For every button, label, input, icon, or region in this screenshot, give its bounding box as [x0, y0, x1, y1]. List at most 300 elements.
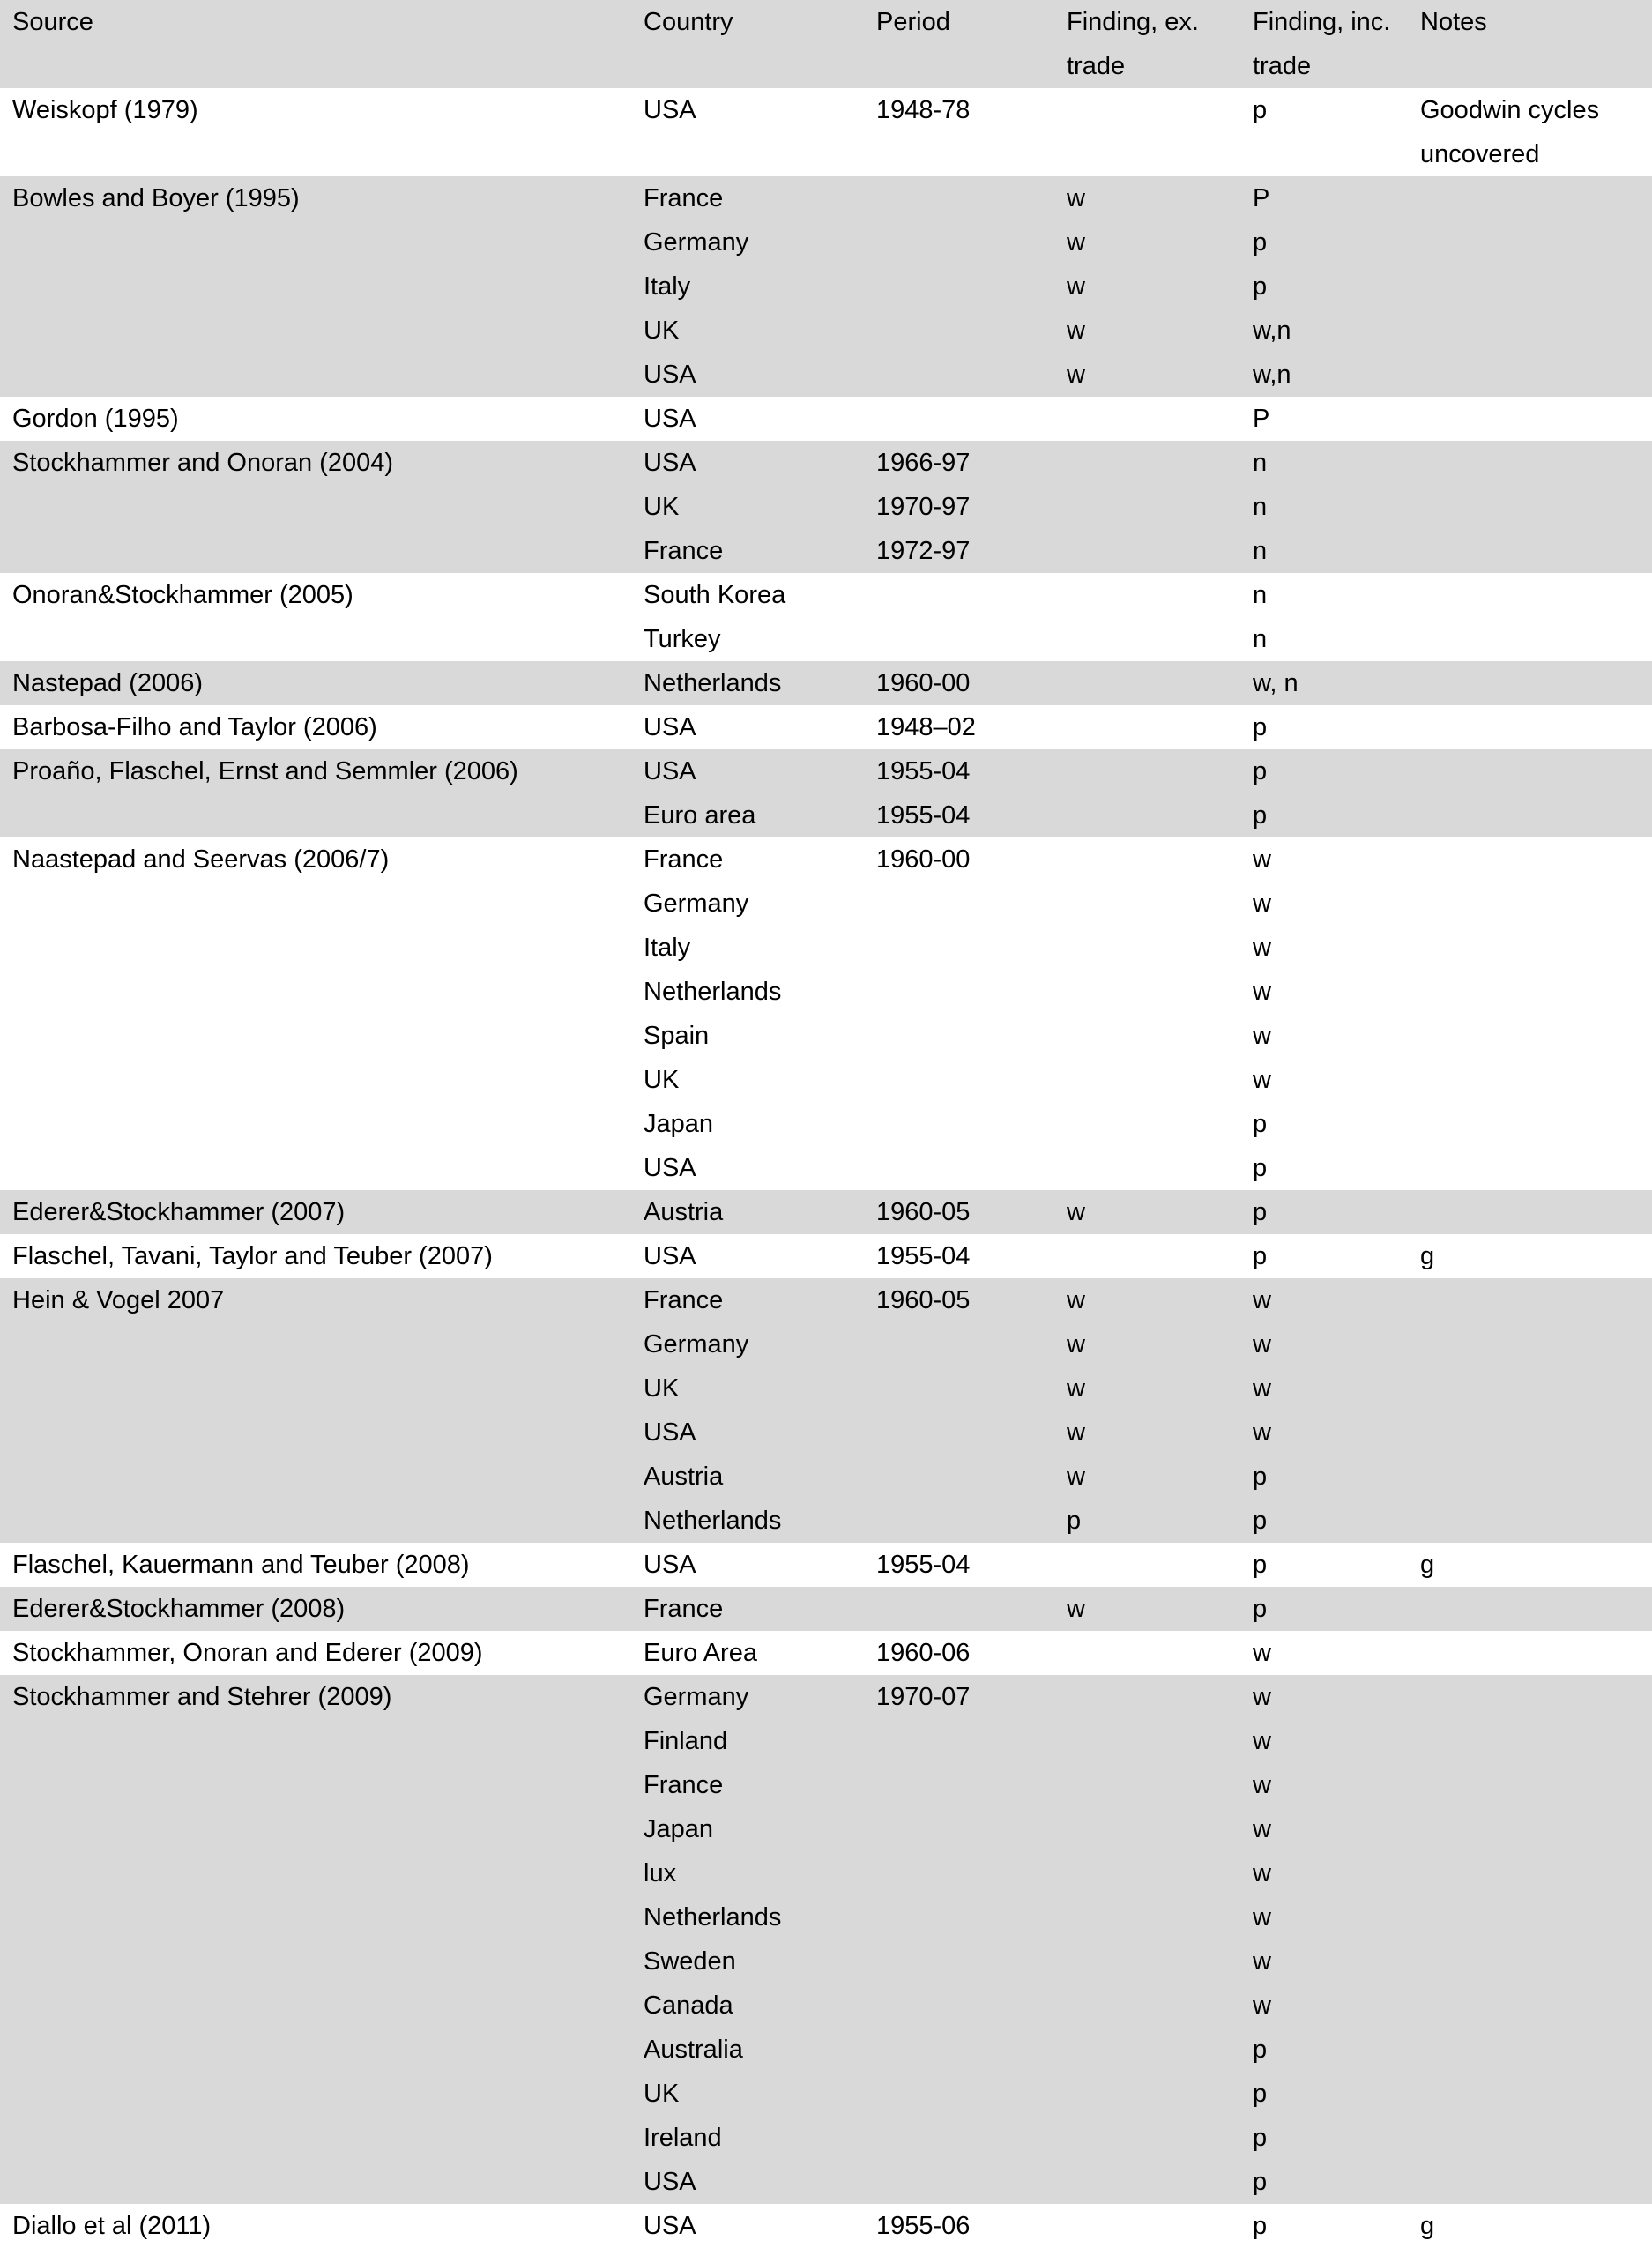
finding-ex-cell: [1054, 2116, 1240, 2160]
source-cell: Stockhammer and Onoran (2004): [12, 449, 393, 477]
source-cell: Ederer&Stockhammer (2007): [12, 1198, 346, 1226]
period-cell: [864, 2116, 1054, 2160]
table-row: [0, 176, 1652, 220]
period-cell: [864, 264, 1054, 309]
table-row: [0, 88, 1652, 176]
country-cell: Austria: [644, 1198, 724, 1226]
finding-ex-cell: [1054, 1631, 1240, 1675]
notes-cell: [1408, 1278, 1652, 1322]
finding-inc-cell: p: [1253, 2124, 1268, 2152]
table-row: [0, 529, 1652, 573]
finding-inc-cell: n: [1253, 493, 1268, 521]
table-row: [0, 661, 1652, 705]
table-row: [0, 1984, 1652, 2028]
notes-cell: [1408, 1675, 1652, 1719]
source-cell: [0, 353, 631, 397]
finding-ex-cell: [1054, 1014, 1240, 1058]
period-cell: [864, 1895, 1054, 1939]
finding-inc-cell: w: [1253, 1771, 1271, 1799]
period-cell: [864, 1807, 1054, 1851]
table-row: [0, 1455, 1652, 1499]
table-row: [0, 1719, 1652, 1763]
finding-inc-cell: w: [1253, 1991, 1271, 2020]
period-cell: [864, 1763, 1054, 1807]
source-cell: [0, 1455, 631, 1499]
finding-ex-cell: [1054, 926, 1240, 970]
notes-cell: [1408, 1322, 1652, 1366]
source-cell: [0, 970, 631, 1014]
finding-ex-cell: [1054, 1763, 1240, 1807]
notes-cell: [1408, 220, 1652, 264]
table-row: [0, 485, 1652, 529]
table-row: [0, 749, 1652, 793]
country-cell: USA: [644, 1551, 696, 1579]
header-period: Period: [876, 8, 950, 36]
source-group: [0, 661, 1652, 705]
country-cell: Italy: [644, 272, 691, 301]
notes-cell: [1408, 1807, 1652, 1851]
period-cell: 1955-04: [876, 757, 971, 785]
table-row: [0, 1058, 1652, 1102]
finding-inc-cell: w: [1253, 1947, 1271, 1976]
source-cell: [0, 1411, 631, 1455]
source-group: [0, 1234, 1652, 1278]
table-row: [0, 1322, 1652, 1366]
finding-inc-cell: n: [1253, 537, 1268, 565]
period-cell: [864, 573, 1054, 617]
finding-ex-cell: [1054, 1807, 1240, 1851]
source-cell: [0, 1895, 631, 1939]
notes-cell: g: [1420, 2212, 1435, 2240]
source-cell: [0, 1807, 631, 1851]
finding-ex-cell: p: [1067, 1507, 1082, 1535]
notes-cell: [1408, 1587, 1652, 1631]
period-cell: 1970-07: [876, 1683, 971, 1711]
table-row: [0, 220, 1652, 264]
finding-inc-cell: p: [1253, 1154, 1268, 1182]
table-row: [0, 1366, 1652, 1411]
table-row: [0, 970, 1652, 1014]
finding-inc-cell: w: [1253, 1727, 1271, 1755]
source-cell: [0, 1984, 631, 2028]
table-row: [0, 926, 1652, 970]
source-cell: [0, 1102, 631, 1146]
finding-ex-cell: [1054, 1146, 1240, 1190]
period-cell: [864, 1587, 1054, 1631]
country-cell: USA: [644, 1418, 696, 1447]
header-source: Source: [12, 8, 93, 36]
table-row: [0, 1278, 1652, 1322]
source-cell: [0, 1763, 631, 1807]
period-cell: [864, 1014, 1054, 1058]
notes-cell: g: [1420, 1242, 1435, 1270]
table-row: [0, 309, 1652, 353]
table-row: [0, 1014, 1652, 1058]
notes-cell: [1408, 1763, 1652, 1807]
source-cell: [0, 1939, 631, 1984]
finding-inc-cell: p: [1253, 1110, 1268, 1138]
source-cell: [0, 617, 631, 661]
country-cell: USA: [644, 449, 696, 477]
country-cell: USA: [644, 1242, 696, 1270]
notes-cell: Goodwin cycles uncovered: [1420, 96, 1600, 168]
country-cell: Australia: [644, 2036, 743, 2064]
country-cell: Finland: [644, 1727, 728, 1755]
source-group: [0, 1631, 1652, 1675]
period-cell: [864, 220, 1054, 264]
country-cell: USA: [644, 757, 696, 785]
country-cell: Italy: [644, 934, 691, 962]
finding-ex-cell: [1054, 1675, 1240, 1719]
finding-ex-cell: w: [1067, 1286, 1085, 1314]
country-cell: Ireland: [644, 2124, 722, 2152]
table-row: [0, 705, 1652, 749]
source-cell: Stockhammer and Stehrer (2009): [12, 1683, 392, 1711]
source-group: [0, 1278, 1652, 1543]
notes-cell: [1408, 970, 1652, 1014]
period-cell: 1955-04: [876, 1551, 971, 1579]
notes-cell: [1408, 264, 1652, 309]
table-row: [0, 573, 1652, 617]
notes-cell: [1408, 2028, 1652, 2072]
source-cell: Onoran&Stockhammer (2005): [12, 581, 353, 609]
finding-inc-cell: p: [1253, 801, 1268, 830]
notes-cell: [1408, 661, 1652, 705]
country-cell: Canada: [644, 1991, 733, 2020]
source-cell: Barbosa-Filho and Taylor (2006): [12, 713, 377, 741]
finding-inc-cell: w,n: [1253, 316, 1291, 345]
country-cell: Japan: [644, 1815, 714, 1843]
period-cell: [864, 1322, 1054, 1366]
notes-cell: [1408, 1939, 1652, 1984]
source-group: [0, 705, 1652, 749]
period-cell: 1972-97: [876, 537, 971, 565]
finding-ex-cell: w: [1067, 1595, 1085, 1623]
finding-ex-cell: [1054, 1851, 1240, 1895]
country-cell: Spain: [644, 1022, 710, 1050]
table-row: [0, 882, 1652, 926]
source-cell: Naastepad and Seervas (2006/7): [12, 845, 390, 874]
notes-cell: [1408, 2072, 1652, 2116]
finding-ex-cell: w: [1067, 1374, 1085, 1403]
period-cell: [864, 1939, 1054, 1984]
table-row: [0, 1234, 1652, 1278]
source-group: [0, 1543, 1652, 1587]
table-row: [0, 1146, 1652, 1190]
source-group: [0, 397, 1652, 441]
country-cell: UK: [644, 2080, 680, 2108]
finding-ex-cell: [1054, 2072, 1240, 2116]
table-row: [0, 264, 1652, 309]
table-row: [0, 617, 1652, 661]
period-cell: [864, 1411, 1054, 1455]
finding-inc-cell: p: [1253, 757, 1268, 785]
source-cell: [0, 2160, 631, 2204]
table-row: [0, 1411, 1652, 1455]
period-cell: [864, 2028, 1054, 2072]
country-cell: Germany: [644, 1683, 749, 1711]
country-cell: lux: [644, 1859, 677, 1887]
finding-inc-cell: w: [1253, 1418, 1271, 1447]
country-cell: France: [644, 184, 724, 212]
finding-ex-cell: [1054, 1058, 1240, 1102]
source-group: [0, 441, 1652, 573]
notes-cell: [1408, 529, 1652, 573]
country-cell: Austria: [644, 1463, 724, 1491]
finding-inc-cell: w: [1253, 1859, 1271, 1887]
source-cell: Flaschel, Tavani, Taylor and Teuber (2007): [12, 1242, 493, 1270]
table-row: [0, 353, 1652, 397]
finding-ex-cell: [1054, 485, 1240, 529]
finding-ex-cell: [1054, 837, 1240, 882]
finding-ex-cell: [1054, 970, 1240, 1014]
finding-inc-cell: p: [1253, 2212, 1268, 2240]
finding-ex-cell: [1054, 617, 1240, 661]
notes-cell: [1408, 397, 1652, 441]
country-cell: USA: [644, 1154, 696, 1182]
notes-cell: [1408, 441, 1652, 485]
country-cell: USA: [644, 96, 696, 124]
finding-ex-cell: [1054, 882, 1240, 926]
finding-inc-cell: p: [1253, 2036, 1268, 2064]
table-row: [0, 1851, 1652, 1895]
finding-inc-cell: p: [1253, 1595, 1268, 1623]
finding-ex-cell: w: [1067, 316, 1085, 345]
table-row: [0, 1102, 1652, 1146]
source-cell: [0, 1146, 631, 1190]
finding-inc-cell: p: [1253, 1463, 1268, 1491]
finding-ex-cell: [1054, 2204, 1240, 2248]
period-cell: 1955-04: [876, 801, 971, 830]
finding-ex-cell: [1054, 705, 1240, 749]
period-cell: 1960-05: [876, 1286, 971, 1314]
finding-ex-cell: w: [1067, 1418, 1085, 1447]
country-cell: Euro area: [644, 801, 756, 830]
country-cell: UK: [644, 1066, 680, 1094]
finding-ex-cell: [1054, 1543, 1240, 1587]
source-cell: Diallo et al (2011): [12, 2212, 212, 2240]
source-cell: [0, 1499, 631, 1543]
finding-inc-cell: p: [1253, 1551, 1268, 1579]
source-group: [0, 1190, 1652, 1234]
finding-inc-cell: w: [1253, 934, 1271, 962]
period-cell: [864, 926, 1054, 970]
notes-cell: [1408, 1146, 1652, 1190]
notes-cell: [1408, 1411, 1652, 1455]
table-row: [0, 1543, 1652, 1587]
finding-inc-cell: w: [1253, 1286, 1271, 1314]
source-group: [0, 573, 1652, 661]
notes-cell: [1408, 1631, 1652, 1675]
finding-ex-cell: w: [1067, 361, 1085, 389]
notes-cell: [1408, 1719, 1652, 1763]
source-cell: [0, 485, 631, 529]
notes-cell: [1408, 2160, 1652, 2204]
notes-cell: [1408, 749, 1652, 793]
notes-cell: [1408, 793, 1652, 837]
notes-cell: [1408, 617, 1652, 661]
finding-inc-cell: w, n: [1253, 669, 1299, 697]
header-finding-ex: Finding, ex. trade: [1067, 8, 1199, 80]
period-cell: 1960-00: [876, 845, 971, 874]
notes-cell: [1408, 1455, 1652, 1499]
period-cell: 1970-97: [876, 493, 971, 521]
country-cell: Netherlands: [644, 1507, 782, 1535]
finding-inc-cell: n: [1253, 581, 1268, 609]
table-row: [0, 2028, 1652, 2072]
finding-ex-cell: [1054, 2028, 1240, 2072]
country-cell: France: [644, 1771, 724, 1799]
period-cell: [864, 2160, 1054, 2204]
table-row: [0, 1587, 1652, 1631]
country-cell: France: [644, 537, 724, 565]
period-cell: [864, 1366, 1054, 1411]
period-cell: [864, 397, 1054, 441]
country-cell: France: [644, 1595, 724, 1623]
source-cell: Proaño, Flaschel, Ernst and Semmler (2006): [12, 757, 518, 785]
period-cell: [864, 970, 1054, 1014]
table-body: [0, 88, 1652, 2248]
country-cell: USA: [644, 361, 696, 389]
finding-inc-cell: w: [1253, 1374, 1271, 1403]
period-cell: 1960-05: [876, 1198, 971, 1226]
period-cell: [864, 1455, 1054, 1499]
source-cell: Gordon (1995): [12, 405, 179, 433]
notes-cell: [1408, 1499, 1652, 1543]
source-group: [0, 2204, 1652, 2248]
header-notes: Notes: [1420, 8, 1487, 36]
finding-inc-cell: p: [1253, 96, 1268, 124]
country-cell: South Korea: [644, 581, 786, 609]
country-cell: Turkey: [644, 625, 721, 653]
table-row: [0, 1631, 1652, 1675]
country-cell: Japan: [644, 1110, 714, 1138]
finding-ex-cell: w: [1067, 1330, 1085, 1358]
finding-ex-cell: [1054, 749, 1240, 793]
finding-ex-cell: [1054, 2160, 1240, 2204]
period-cell: 1955-06: [876, 2212, 971, 2240]
source-cell: Ederer&Stockhammer (2008): [12, 1595, 346, 1623]
table-row: [0, 2116, 1652, 2160]
finding-ex-cell: w: [1067, 184, 1085, 212]
finding-ex-cell: [1054, 1719, 1240, 1763]
finding-inc-cell: p: [1253, 272, 1268, 301]
finding-inc-cell: w: [1253, 1639, 1271, 1667]
period-cell: [864, 1058, 1054, 1102]
period-cell: [864, 1499, 1054, 1543]
notes-cell: [1408, 837, 1652, 882]
finding-inc-cell: p: [1253, 1242, 1268, 1270]
finding-ex-cell: [1054, 793, 1240, 837]
finding-inc-cell: p: [1253, 713, 1268, 741]
period-cell: 1960-00: [876, 669, 971, 697]
finding-ex-cell: [1054, 573, 1240, 617]
country-cell: UK: [644, 493, 680, 521]
finding-ex-cell: [1054, 1984, 1240, 2028]
country-cell: Netherlands: [644, 1903, 782, 1932]
country-cell: UK: [644, 316, 680, 345]
finding-inc-cell: w: [1253, 1903, 1271, 1932]
table-row: [0, 441, 1652, 485]
period-cell: 1948–02: [876, 713, 976, 741]
period-cell: [864, 1146, 1054, 1190]
source-group: [0, 749, 1652, 837]
source-cell: [0, 529, 631, 573]
source-cell: Stockhammer, Onoran and Ederer (2009): [12, 1639, 483, 1667]
notes-cell: [1408, 2116, 1652, 2160]
period-cell: [864, 309, 1054, 353]
period-cell: 1966-97: [876, 449, 971, 477]
notes-cell: [1408, 1366, 1652, 1411]
source-cell: [0, 1851, 631, 1895]
source-group: [0, 88, 1652, 176]
period-cell: [864, 1851, 1054, 1895]
table-row: [0, 397, 1652, 441]
table-row: [0, 2160, 1652, 2204]
finding-inc-cell: p: [1253, 2080, 1268, 2108]
country-cell: Germany: [644, 890, 749, 918]
finding-ex-cell: w: [1067, 228, 1085, 257]
country-cell: Sweden: [644, 1947, 736, 1976]
source-cell: [0, 926, 631, 970]
country-cell: Germany: [644, 228, 749, 257]
source-cell: Flaschel, Kauermann and Teuber (2008): [12, 1551, 470, 1579]
finding-ex-cell: [1054, 88, 1240, 176]
period-cell: 1955-04: [876, 1242, 971, 1270]
period-cell: [864, 1719, 1054, 1763]
table-row: [0, 1763, 1652, 1807]
source-cell: [0, 2028, 631, 2072]
finding-ex-cell: [1054, 441, 1240, 485]
source-cell: Bowles and Boyer (1995): [12, 184, 300, 212]
table-row: [0, 1675, 1652, 1719]
finding-inc-cell: n: [1253, 625, 1268, 653]
source-cell: [0, 264, 631, 309]
source-group: [0, 837, 1652, 1190]
period-cell: 1960-06: [876, 1639, 971, 1667]
finding-ex-cell: [1054, 1939, 1240, 1984]
finding-ex-cell: [1054, 529, 1240, 573]
finding-ex-cell: w: [1067, 1463, 1085, 1491]
period-cell: [864, 353, 1054, 397]
source-cell: [0, 309, 631, 353]
table-row: [0, 1807, 1652, 1851]
finding-inc-cell: p: [1253, 228, 1268, 257]
source-cell: [0, 2072, 631, 2116]
notes-cell: [1408, 1014, 1652, 1058]
period-cell: [864, 176, 1054, 220]
table-header-row: [0, 0, 1652, 88]
notes-cell: [1408, 1190, 1652, 1234]
source-cell: Nastepad (2006): [12, 669, 204, 697]
finding-ex-cell: w: [1067, 272, 1085, 301]
country-cell: Euro Area: [644, 1639, 757, 1667]
header-country: Country: [644, 8, 733, 36]
source-cell: [0, 220, 631, 264]
finding-inc-cell: w: [1253, 1683, 1271, 1711]
source-group: [0, 1675, 1652, 2204]
source-cell: Weiskopf (1979): [12, 96, 198, 124]
notes-cell: [1408, 1058, 1652, 1102]
finding-inc-cell: n: [1253, 449, 1268, 477]
finding-ex-cell: [1054, 397, 1240, 441]
source-cell: [0, 1014, 631, 1058]
period-cell: [864, 617, 1054, 661]
source-cell: [0, 1366, 631, 1411]
table-row: [0, 1499, 1652, 1543]
country-cell: Germany: [644, 1330, 749, 1358]
finding-inc-cell: w: [1253, 890, 1271, 918]
